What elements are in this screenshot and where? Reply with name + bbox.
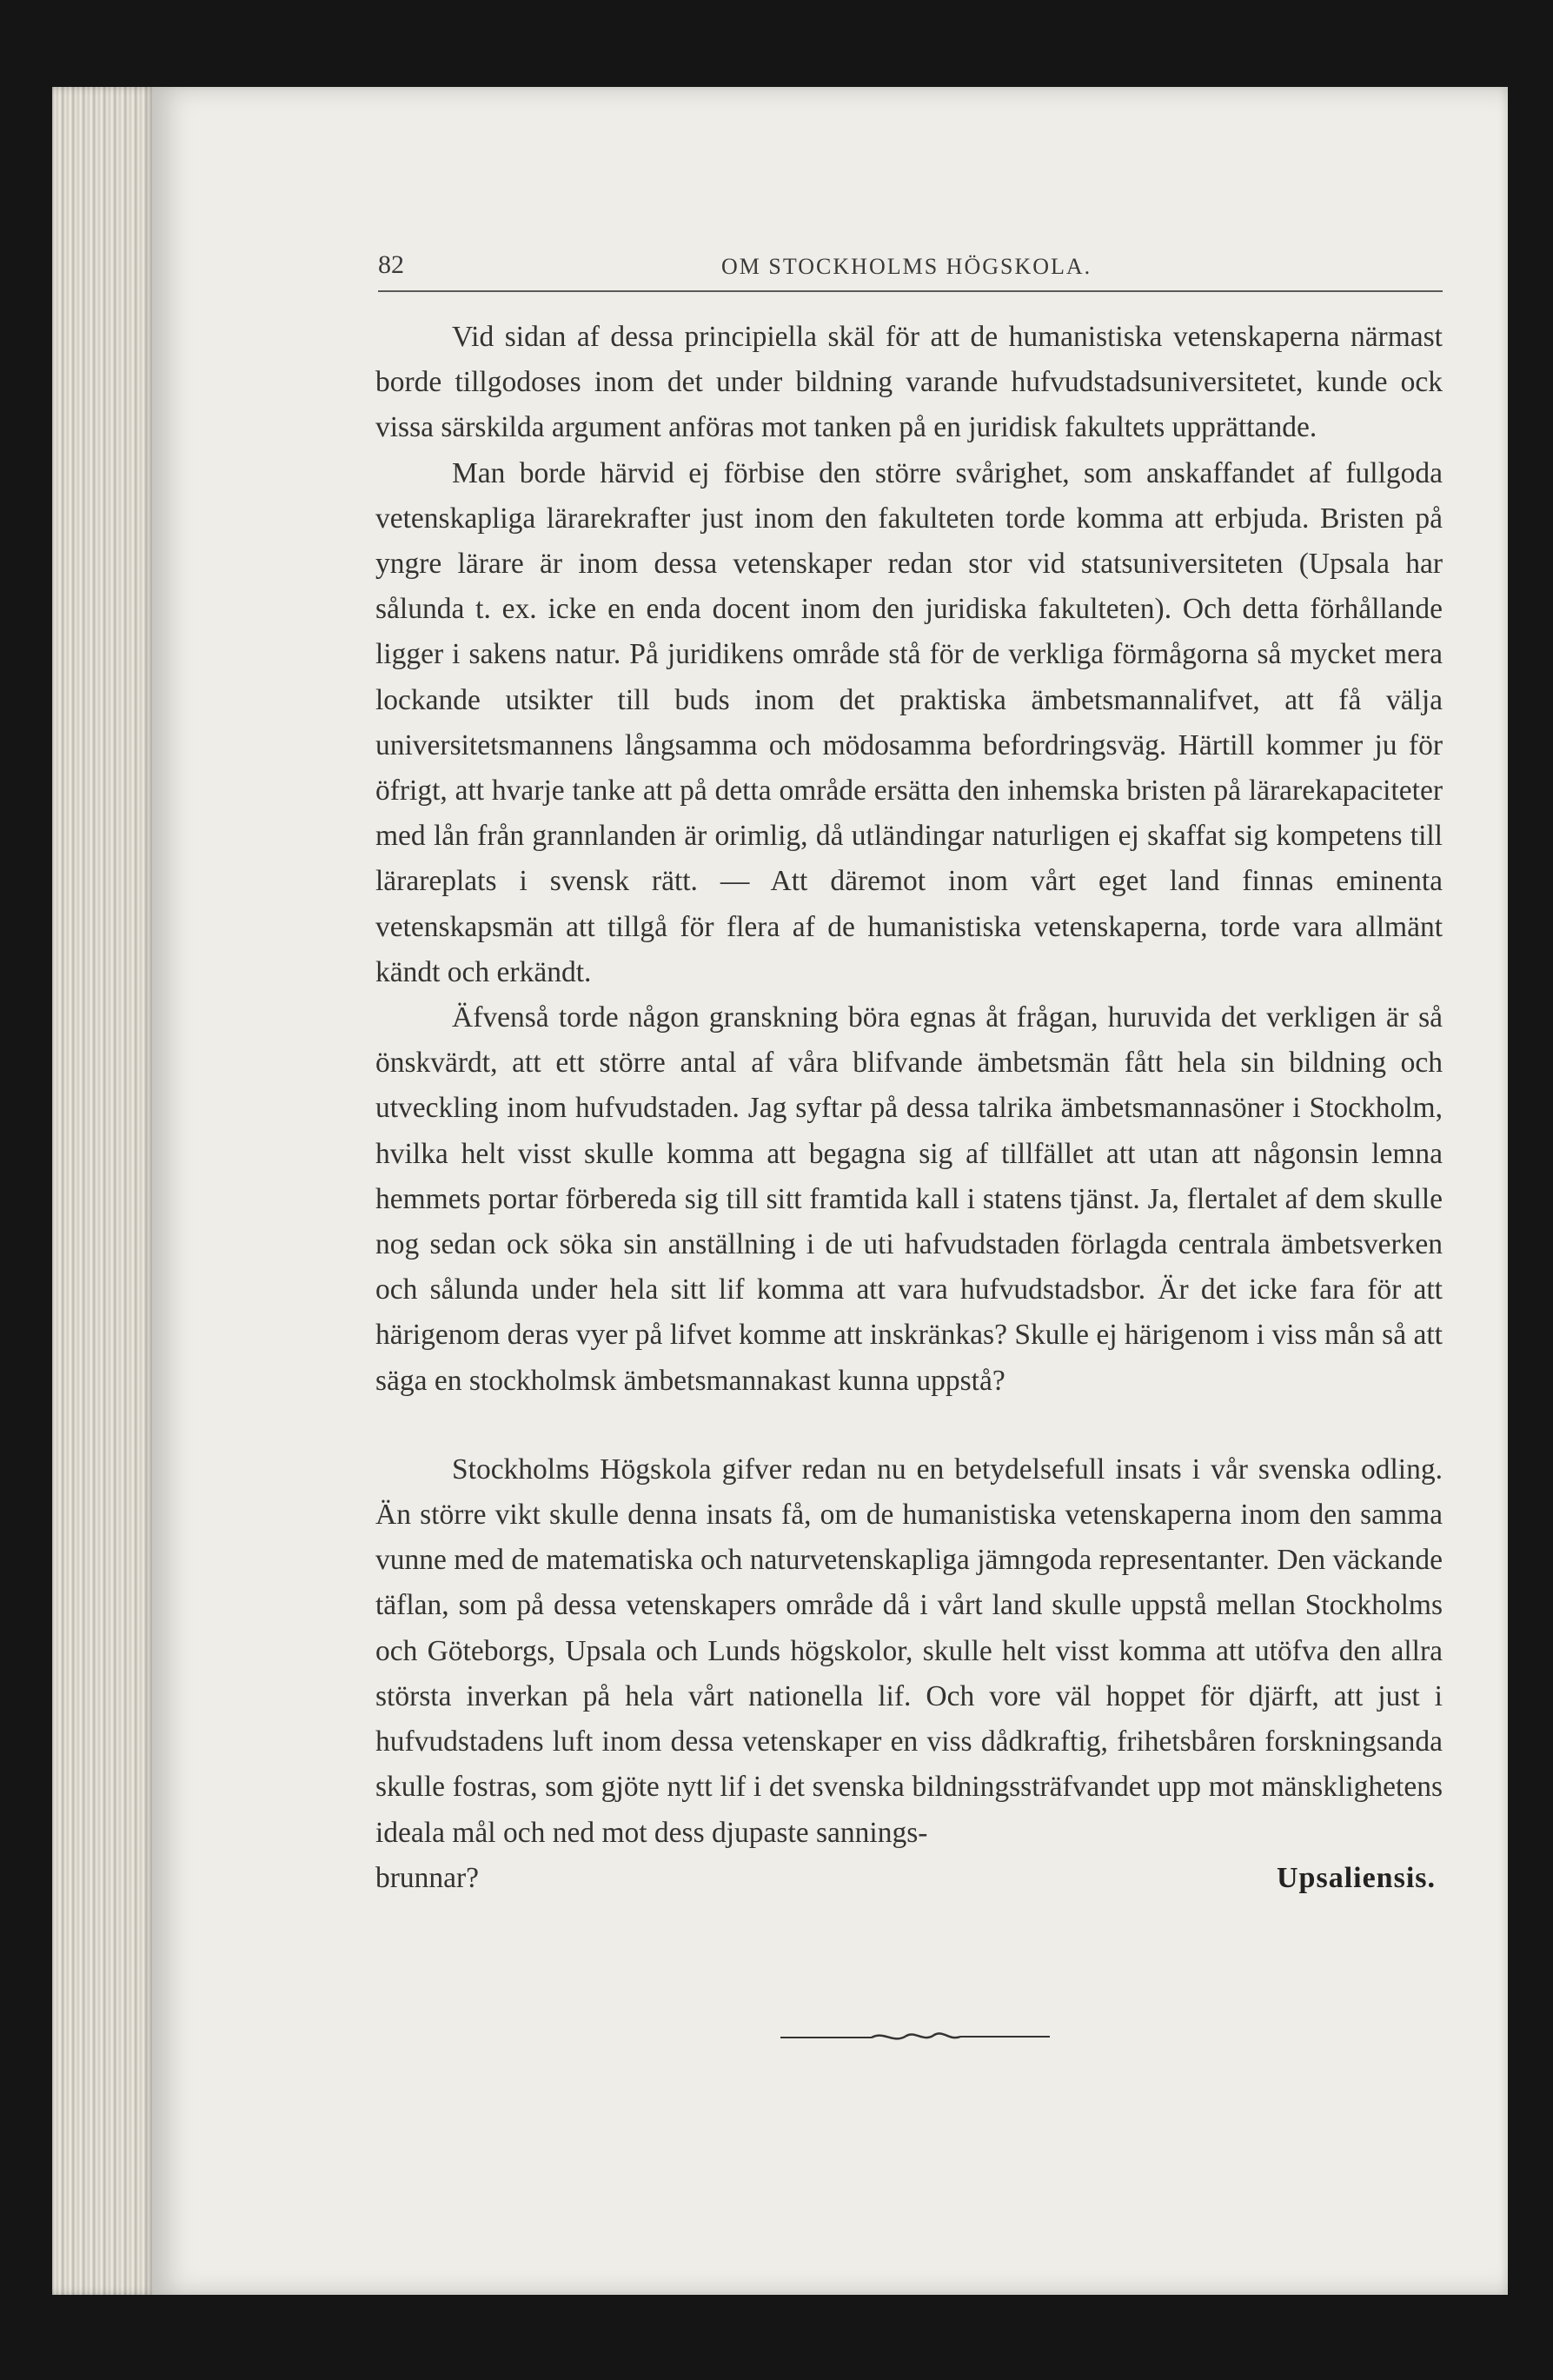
closing-line bbox=[375, 1856, 1443, 1901]
decorative-tailpiece-icon bbox=[776, 2024, 1054, 2050]
paragraph-3: Äfvenså torde någon granskning böra egnas åt frågan, huruvida det verkligen är så önskvärdt, att ett större antal af våra blifvande ämbetsmän fått hela sin bildning och utveckling inom hufvudstaden. Jag syftar på dessa talrika ämbetsmannasöner i Stockholm, hvilka helt visst skulle komma att begagna sig af tillfället att utan att någonsin lemna hemmets portar förbereda sig till sitt framtida kall i statens tjänst. Ja, flertalet af dem skulle nog sedan ock söka sin anställning i de uti hafvudstaden förlagda centrala ämbetsverken och sålunda under hela sitt lif komma att vara hufvudstadsbor. Är det icke fara för att härigenom deras vyer på lifvet komme att inskränkas? Skulle ej härigenom i viss mån så att säga en stockholmsk ämbetsmannakast kunna uppstå? bbox=[375, 1001, 1443, 1397]
page-number: 82 bbox=[378, 250, 404, 279]
paragraph-2: Man borde härvid ej förbise den större svårighet, som anskaffandet af fullgoda vetenskapliga lärarekrafter just inom den fakulteten torde komma att erbjuda. Bristen på yngre lärare är inom dessa vetenskaper redan stor vid statsuniversiteten (Upsala har sålunda t. ex. icke en enda docent inom den juridiska fakulteten). Och detta förhållande ligger i sakens natur. På juridikens område stå för de verkliga förmågorna så mycket mera lockande utsikter till buds inom det praktiska ämbetsmannalifvet, att få välja universitetsmannens långsamma och mödosamma befordringsväg. Härtill kommer ju för öfrigt, att hvarje tanke att på detta område ersätta den inhemska bristen på lärarekapaciteter med lån från grannlanden är orimlig, då utländingar naturligen ej skaffat sig kompetens till lärareplats i svensk rätt. — Att däremot inom vårt eget land finnas eminenta vetenskapsmän att tillgå för flera af de humanistiska vetenskaperna, torde vara allmänt kändt och erkändt. bbox=[375, 456, 1443, 988]
paragraph-4: Stockholms Högskola gifver redan nu en betydelsefull insats i vår svenska odling. Än större vikt skulle denna insats få, om de humanistiska vetenskaperna inom den samma vunne med de matematiska och naturvetenskapliga jämngoda representanter. Den väckande täflan, som på dessa vetenskapers område då i vårt land skulle uppstå mellan Stockholms och Göteborgs, Upsala och Lunds högskolor, skulle helt visst komma att utöfva den allra största inverkan på hela vårt nationella lif. Och vore väl hoppet för djärft, att just i hufvudstadens luft inom dessa vetenskaper en viss dådkraftig, frihetsbåren forskningsanda skulle fostras, som gjöte nytt lif i det svenska bildningssträfvandet upp mot mänsklighetens ideala mål och ned mot dess djupaste sannings- bbox=[375, 1453, 1443, 1849]
closing-word: brunnar? bbox=[375, 1861, 480, 1894]
author-signature: Upsaliensis. bbox=[1277, 1861, 1436, 1894]
paragraph-1: Vid sidan af dessa principiella skäl för att de humanistiska vetenskaperna närmast borde tillgodoses inom det under bildning varande hufvudstadsuniversitetet, kunde ock vissa särskilda argument anföras mot tanken på en juridisk fakultets upprättande. bbox=[375, 321, 1443, 444]
body-text bbox=[375, 315, 1443, 1901]
paragraph-spacer bbox=[375, 1404, 1443, 1447]
running-title: OM STOCKHOLMS HÖGSKOLA. bbox=[721, 254, 1092, 279]
page-header bbox=[378, 247, 1443, 292]
book-page-edges bbox=[52, 87, 156, 2295]
